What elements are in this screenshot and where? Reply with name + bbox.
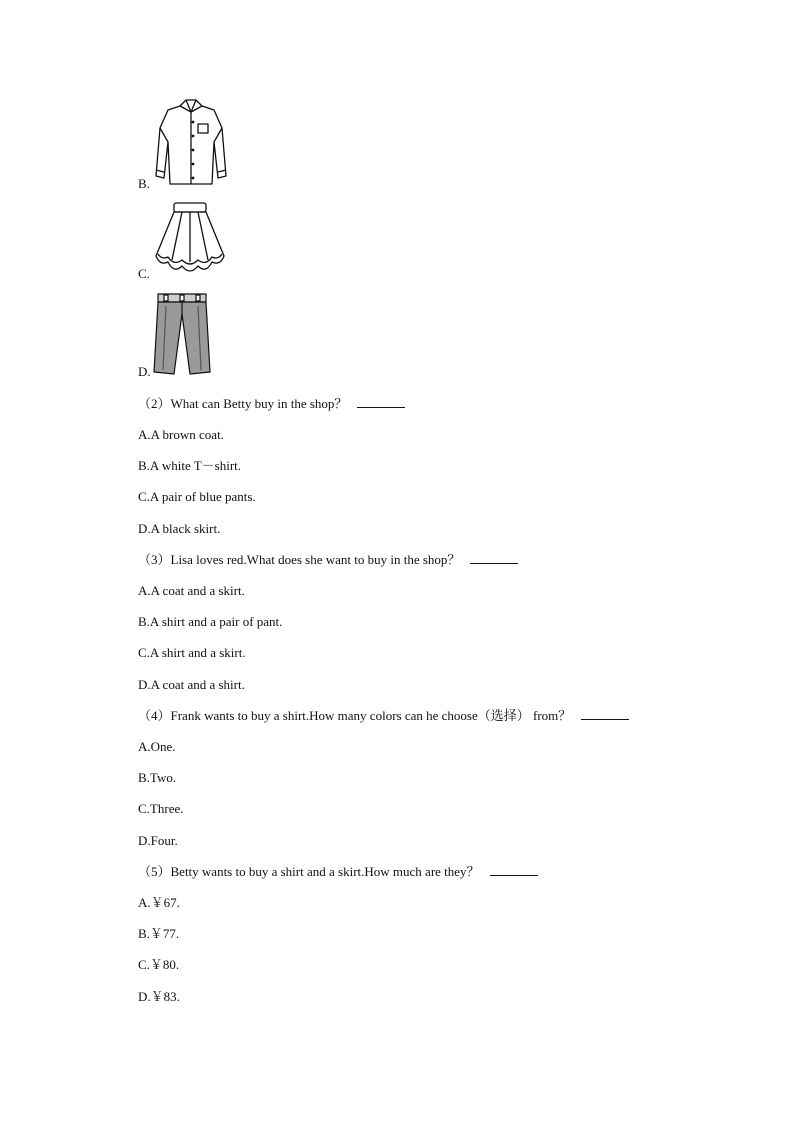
option-a: A.One. [138, 739, 176, 754]
option-c: C.Three. [138, 801, 184, 816]
question-2-stem [138, 396, 405, 412]
answer-blank[interactable] [581, 708, 629, 720]
option-a: A.A coat and a skirt. [138, 583, 245, 598]
answer-blank[interactable] [470, 552, 518, 564]
option-a: A.￥67. [138, 895, 180, 910]
option-label: C. [138, 266, 150, 281]
answer-blank[interactable] [490, 864, 538, 876]
question-text: （3）Lisa loves red.What does she want to buy in the shop？ [138, 552, 461, 567]
option-b: B.Two. [138, 770, 177, 785]
question-text: （5）Betty wants to buy a shirt and a skirt.How much are they？ [138, 864, 480, 879]
question-text: （4）Frank wants to buy a shirt.How many colors can he choose（选择） from？ [138, 708, 572, 723]
option-d: D.Four. [138, 833, 178, 848]
image-option-c [138, 200, 228, 280]
option-b: B.A shirt and a pair of pant. [138, 614, 283, 629]
question-text: （2）What can Betty buy in the shop？ [138, 396, 348, 411]
option-c: C.￥80. [138, 957, 180, 972]
answer-blank[interactable] [357, 396, 405, 408]
option-d: D.￥83. [138, 989, 180, 1004]
option-d: D.A coat and a shirt. [138, 677, 245, 692]
question-4-stem [138, 708, 629, 724]
option-d: D.A black skirt. [138, 521, 221, 536]
option-b: B.￥77. [138, 926, 180, 941]
option-c: C.A shirt and a skirt. [138, 645, 246, 660]
option-b: B.A white T－shirt. [138, 458, 242, 473]
option-label: D. [138, 364, 151, 379]
skirt-icon [150, 200, 230, 278]
image-option-d [138, 290, 228, 378]
question-5-stem [138, 864, 538, 880]
shirt-icon [152, 98, 230, 188]
image-option-b [138, 98, 228, 190]
option-c: C.A pair of blue pants. [138, 489, 256, 504]
option-a: A.A brown coat. [138, 427, 224, 442]
option-label: B. [138, 176, 150, 191]
question-3-stem [138, 552, 518, 568]
pants-icon [152, 292, 212, 376]
